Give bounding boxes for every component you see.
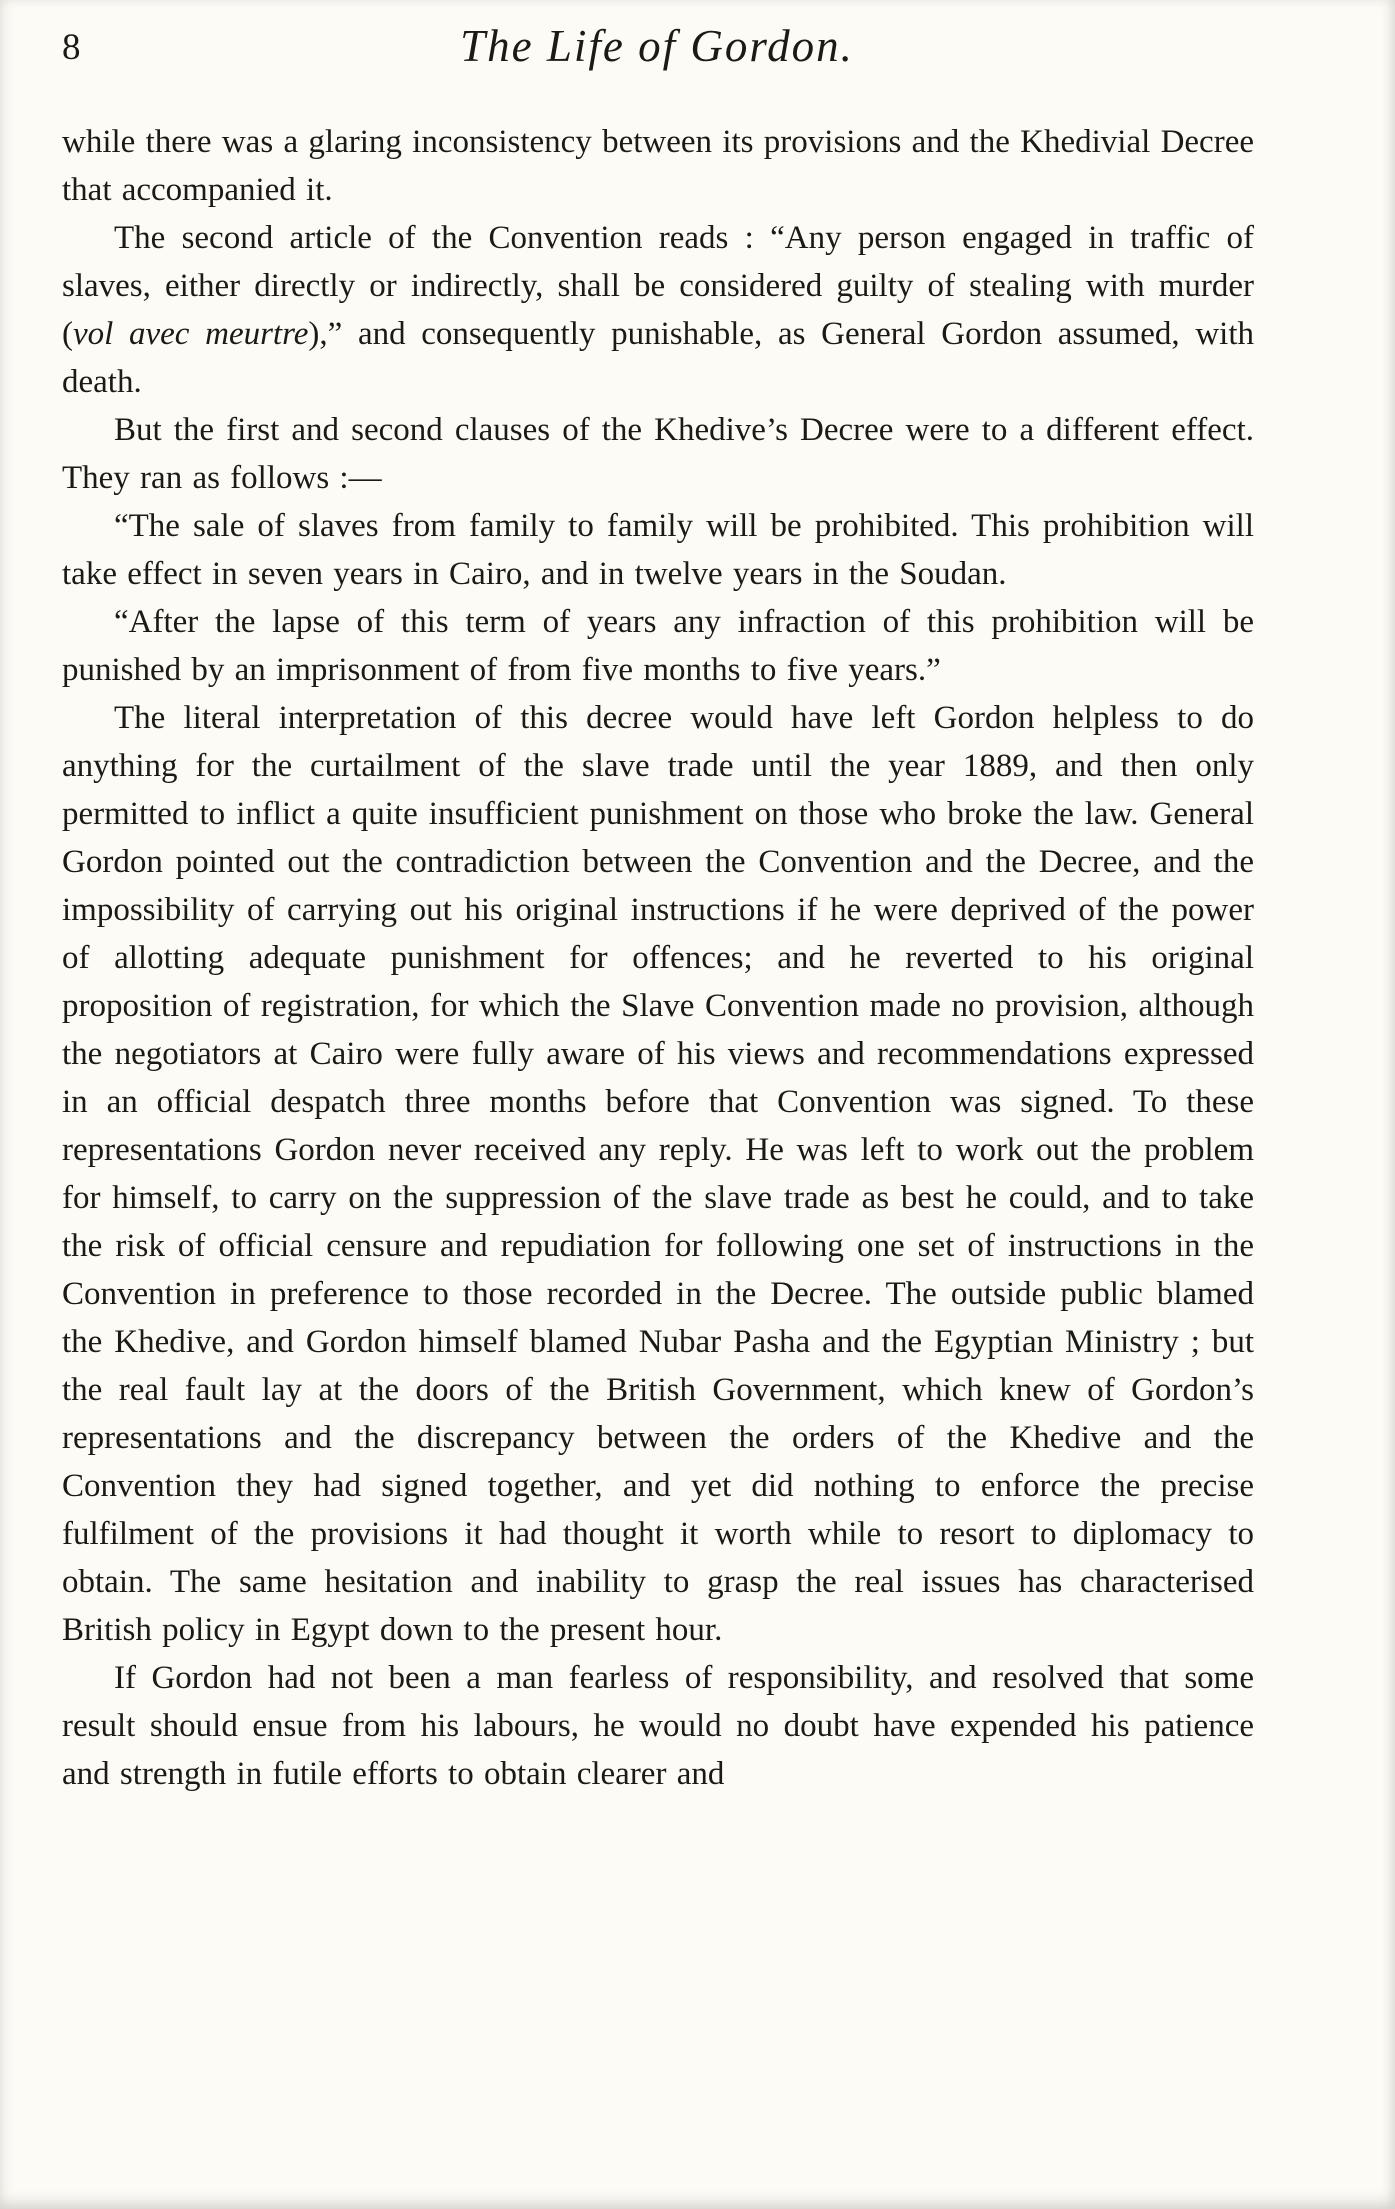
- text-run: The literal interpretation of this decree would have left Gordon helpless to do anything for the curtailment of the slave trade until the year 1889, and then only permitted to inflict a quite insufficient punishment on those who broke the law. General Gordon pointed out the contradiction between the Convention and the Decree, and the impossibility of carrying out his original instructions if he were deprived of the power of allotting adequate punishment for offences; and he reverted to his original proposition of registration, for which the Slave Convention made no provision, although the negotiators at Cairo were fully aware of his views and recommendations expressed in an official despatch three months before that Convention was signed. To these representations Gordon never received any reply. He was left to work out the problem for himself, to carry on the suppression of the slave trade as best he could, and to take the risk of official censure and repudiation for following one set of instructions in the Convention in preference to those recorded in the Decree. The outside public blamed the Khedive, and Gordon himself blamed Nubar Pasha and the Egyptian Ministry ; but the real fault lay at the doors of the British Government, which knew of Gordon’s representations and the discrepancy between the orders of the Khedive and the Convention they had signed together, and yet did nothing to enforce the precise fulfilment of the provisions it had thought it worth while to resort to diplomacy to obtain. The same hesitation and inability to grasp the real issues has characterised British policy in Egypt down to the present hour.: [62, 700, 1254, 1648]
- text-run: But the first and second clauses of the Khedive’s Decree were to a different effect. They ran as follows :—: [62, 412, 1254, 496]
- paragraph: [62, 1654, 1254, 1798]
- paragraph: [62, 694, 1254, 1654]
- running-title: The Life of Gordon.: [460, 21, 854, 71]
- page-body: [62, 118, 1254, 1798]
- italic-phrase: vol avec meurtre: [73, 316, 309, 352]
- text-run: ),” and consequently punishable, as General Gordon assumed, with death.: [62, 316, 1254, 400]
- text-run: “The sale of slaves from family to family will be prohibited. This prohibition will take effect in seven years in Cairo, and in twelve years in the Soudan.: [62, 508, 1254, 592]
- text-run: The second article of the Convention reads : “Any person engaged in traffic of slaves, either directly or indirectly, shall be considered guilty of stealing with murder (: [62, 220, 1254, 352]
- paragraph: [62, 118, 1254, 214]
- page-header: [0, 0, 1395, 118]
- paragraph: [62, 406, 1254, 502]
- paragraph: [62, 214, 1254, 406]
- paragraph: [62, 598, 1254, 694]
- text-run: “After the lapse of this term of years any infraction of this prohibition will be punished by an imprisonment of from five months to five years.”: [62, 604, 1254, 688]
- text-run: while there was a glaring inconsistency between its provisions and the Khedivial Decree that accompanied it.: [62, 124, 1254, 208]
- page-number: 8: [62, 27, 82, 68]
- text-run: If Gordon had not been a man fearless of responsibility, and resolved that some result should ensue from his labours, he would no doubt have expended his patience and strength in futile efforts to obtain clearer and: [62, 1660, 1254, 1792]
- paragraph: [62, 502, 1254, 598]
